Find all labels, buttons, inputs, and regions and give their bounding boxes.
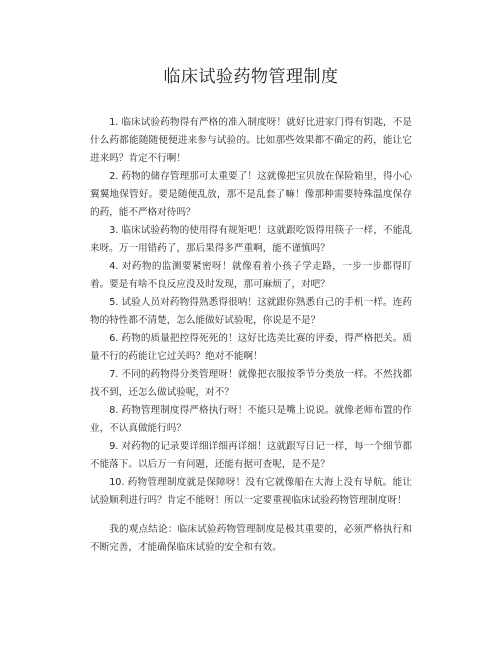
paragraph-item-6: 6. 药物的质量把控得死死的！这好比选美比赛的评委，得严格把关。质量不行的药能让它过关吗？绝对不能啊！ xyxy=(90,333,412,362)
paragraph-item-3: 3. 临床试验药物的使用得有规矩吧！这就跟吃饭得用筷子一样，不能乱来呀。万一用错药了，那后果得多严重啊，能不谨慎吗？ xyxy=(90,225,412,254)
paragraph-item-5: 5. 试验人员对药物得熟悉得很呐！这就跟你熟悉自己的手机一样。连药物的特性都不清楚，怎么能做好试验呢，你说是不是？ xyxy=(90,297,412,326)
paragraph-item-9: 9. 对药物的记录要详细详细再详细！这就跟写日记一样，每一个细节都不能落下。以后万一有问题，还能有据可查呢，是不是？ xyxy=(90,441,412,470)
paragraph-item-4: 4. 对药物的监测要紧密呀！就像看着小孩子学走路，一步一步都得盯着。要是有啥不良反应没及时发现，那可麻烦了，对吧？ xyxy=(90,261,412,290)
paragraph-item-2: 2. 药物的储存管理那可太重要了！这就像把宝贝放在保险箱里，得小心翼翼地保管好。要是随便乱放，那不是乱套了嘛！像那种需要特殊温度保存的药，能不严格对待吗？ xyxy=(90,171,412,218)
paragraph-item-7: 7. 不同的药物得分类管理呀！就像把衣服按季节分类放一样。不然找都找不到，还怎么做试验呢，对不？ xyxy=(90,369,412,398)
conclusion-paragraph: 我的观点结论：临床试验药物管理制度是极其重要的，必须严格执行和不断完善，才能确保临床试验的安全和有效。 xyxy=(90,524,412,553)
paragraph-item-10: 10. 药物管理制度就是保障呀！没有它就像船在大海上没有导航。能让试验顺利进行吗？肯定不能呀！所以一定要重视临床试验药物管理制度呀！ xyxy=(90,477,412,506)
document-title: 临床试验药物管理制度 xyxy=(163,67,339,87)
paragraph-item-8: 8. 药物管理制度得严格执行呀！不能只是嘴上说说。就像老师布置的作业，不认真做能行吗？ xyxy=(90,405,412,434)
paragraph-item-1: 1. 临床试验药物得有严格的准入制度呀！就好比进家门得有钥匙，不是什么药都能随随便便进来参与试验的。比如那些效果都不确定的药，能让它进来吗？肯定不行啊！ xyxy=(90,117,412,164)
